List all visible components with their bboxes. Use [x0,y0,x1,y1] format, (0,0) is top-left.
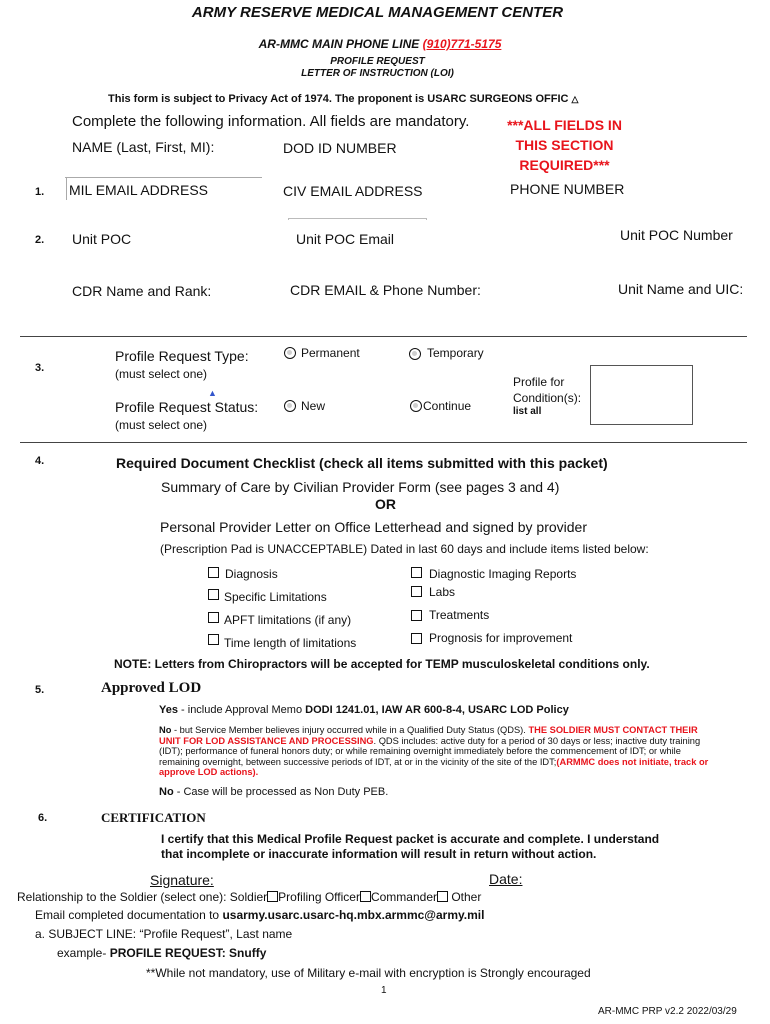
profile-status-hint: (must select one) [115,418,208,432]
profiling-officer-checkbox[interactable] [360,891,371,902]
chiropractor-note: NOTE: Letters from Chiropractors will be accepted for TEMP musculoskeletal conditions only. [114,657,650,671]
profile-type-label: Profile Request Type: [115,348,249,364]
civ-email-label: CIV EMAIL ADDRESS [283,183,423,199]
name-label: NAME (Last, First, MI): [72,139,215,155]
phone-number-label: PHONE NUMBER [510,181,625,197]
condition-textbox[interactable] [590,365,693,425]
privacy-text: This form is subject to Privacy Act of 1974. The proponent is USARC SURGEONS OFFIC [108,93,569,105]
lod-yes-policy: DODI 1241.01, IAW AR 600-8-4, USARC LOD Policy [305,704,569,716]
email-address[interactable]: usarmy.usarc.usarc-hq.mbx.armmc@army.mil [222,908,485,922]
section-number-1: 1. [35,186,45,198]
phone-link[interactable]: (910)771-5175 [422,37,502,51]
section-number-6: 6. [38,812,48,824]
diagnosis-checkbox[interactable] [208,567,219,578]
example-row [57,946,266,960]
civ-email-field-edge [288,218,427,220]
specific-limitations-checkbox[interactable] [208,589,219,600]
signature-label: Signature: [150,872,214,888]
example-subject: PROFILE REQUEST: Snuffy [109,946,267,960]
doc-subtitle: LETTER OF INSTRUCTION (LOI) [301,68,454,79]
certification-line-1: I certify that this Medical Profile Request packet is accurate and complete. I understand [161,832,660,846]
imaging-checkbox[interactable] [411,567,422,578]
labs-checkbox[interactable] [411,586,422,597]
doc-title: PROFILE REQUEST [330,56,425,67]
continue-radio[interactable] [410,400,422,412]
diagnosis-label: Diagnosis [225,567,278,581]
temporary-radio[interactable] [409,348,421,360]
imaging-label: Diagnostic Imaging Reports [429,567,577,581]
temporary-label: Temporary [427,346,484,360]
privacy-notice [108,93,578,105]
date-label: Date: [489,871,523,887]
lod-no-warning: THE SOLDIER MUST CONTACT THEIR UNIT FOR LOD ASSISTANCE AND PROCESSING [159,725,698,746]
lod-no-qds: . QDS includes: active duty for a period of 30 days or less; inactive duty training (IDT); performance of funeral honors duty; or while remaining overnight immediately before the commencement of IDT; or while remaining overnight, between successive periods of IDT, at or in the vicinity of the site of the IDT; [159,735,701,767]
time-length-checkbox[interactable] [208,634,219,645]
apft-label: APFT limitations (if any) [224,613,352,627]
labs-label: Labs [429,585,456,599]
lod-no2-text: - Case will be processed as Non Duty PEB. [173,786,389,798]
section-number-2: 2. [35,234,45,246]
checklist-heading: Required Document Checklist (check all items submitted with this packet) [116,455,608,471]
required-notice [497,115,632,175]
option-b-text: Personal Provider Letter on Office Letterhead and signed by provider [160,519,587,535]
lod-no-paragraph [159,725,719,778]
lod-heading: Approved LOD [101,680,202,696]
date-label-wrap [489,871,522,887]
apft-checkbox[interactable] [208,612,219,623]
new-radio[interactable] [284,400,296,412]
soldier-label: Soldier [229,890,268,904]
profiling-officer-label: Profiling Officer [278,890,360,904]
cdr-name-label: CDR Name and Rank: [72,283,212,299]
caret-icon: ▲ [208,388,217,398]
required-line-2: THIS SECTION [515,137,614,153]
required-line-3: REQUIRED*** [519,157,610,173]
lod-no-text: - but Service Member believes injury occurred while in a Qualified Duty Status (QDS). [171,725,529,735]
section-number-4: 4. [35,455,45,467]
new-label: New [301,399,326,413]
triangle-icon: △ [571,94,579,104]
section-number-5: 5. [35,684,45,696]
relationship-row [17,890,481,904]
divider-section-2 [20,336,747,337]
permanent-radio[interactable] [284,347,296,359]
time-length-label: Time length of limitations [224,636,357,650]
treatments-checkbox[interactable] [411,610,422,621]
lod-no2-label: No [159,786,174,798]
version-label: AR-MMC PRP v2.2 2022/03/29 [598,1006,737,1017]
checklist-subnote: (Prescription Pad is UNACCEPTABLE) Dated in last 60 days and include items listed below: [160,542,649,556]
org-title: ARMY RESERVE MEDICAL MANAGEMENT CENTER [191,4,564,21]
specific-limitations-label: Specific Limitations [224,590,327,604]
or-text: OR [375,496,396,512]
profile-status-label: Profile Request Status: [115,399,259,415]
lod-no-label: No [159,725,172,735]
divider-section-3 [20,442,747,443]
commander-label: Commander [370,890,437,904]
condition-label-2: Condition(s): [513,391,582,405]
required-line-1: ***ALL FIELDS IN [507,117,622,133]
soldier-checkbox[interactable] [267,891,278,902]
instruction-text: Complete the following information. All fields are mandatory. [72,113,470,130]
phone-line [0,37,760,51]
unit-poc-label: Unit POC [72,231,132,247]
phone-label: AR-MMC MAIN PHONE LINE [258,37,420,51]
page-number: 1 [381,985,387,996]
encryption-note: **While not mandatory, use of Military e-mail with encryption is Strongly encouraged [146,966,591,980]
example-prefix: example- [57,946,110,960]
commander-checkbox[interactable] [437,891,448,902]
condition-hint: list all [513,406,542,417]
lod-no-disclaimer: (ARMMC does not initiate, track or approve LOD actions). [159,756,709,778]
email-row [35,908,484,922]
mil-email-label: MIL EMAIL ADDRESS [69,182,209,198]
unit-name-label: Unit Name and UIC: [618,281,744,297]
certification-line-2: that incomplete or inaccurate information will result in return without action. [161,847,597,861]
relationship-label: Relationship to the Soldier (select one): [17,890,227,904]
option-a-text: Summary of Care by Civilian Provider Form (see pages 3 and 4) [161,479,560,495]
profile-type-hint: (must select one) [115,367,208,381]
lod-no2-row [159,786,388,798]
lod-yes-label: Yes [159,704,178,716]
mil-email-field-edge [66,178,67,200]
lod-yes-row [159,704,569,716]
cdr-email-label: CDR EMAIL & Phone Number: [290,282,481,298]
continue-label: Continue [423,399,472,413]
certification-heading: CERTIFICATION [101,810,206,825]
name-field-underline [65,177,262,178]
prognosis-checkbox[interactable] [411,633,422,644]
unit-poc-email-label: Unit POC Email [296,231,395,247]
section-number-3: 3. [35,362,45,374]
subject-line: a. SUBJECT LINE: “Profile Request”, Last name [35,927,293,941]
treatments-label: Treatments [429,608,490,622]
lod-yes-text: - include Approval Memo [177,704,306,716]
other-label: Other [451,890,482,904]
dodid-label: DOD ID NUMBER [283,140,397,156]
unit-poc-number-label: Unit POC Number [620,227,733,243]
prognosis-label: Prognosis for improvement [429,631,573,645]
permanent-label: Permanent [301,346,360,360]
email-instruction: Email completed documentation to [35,908,223,922]
condition-label-1: Profile for [513,375,565,389]
